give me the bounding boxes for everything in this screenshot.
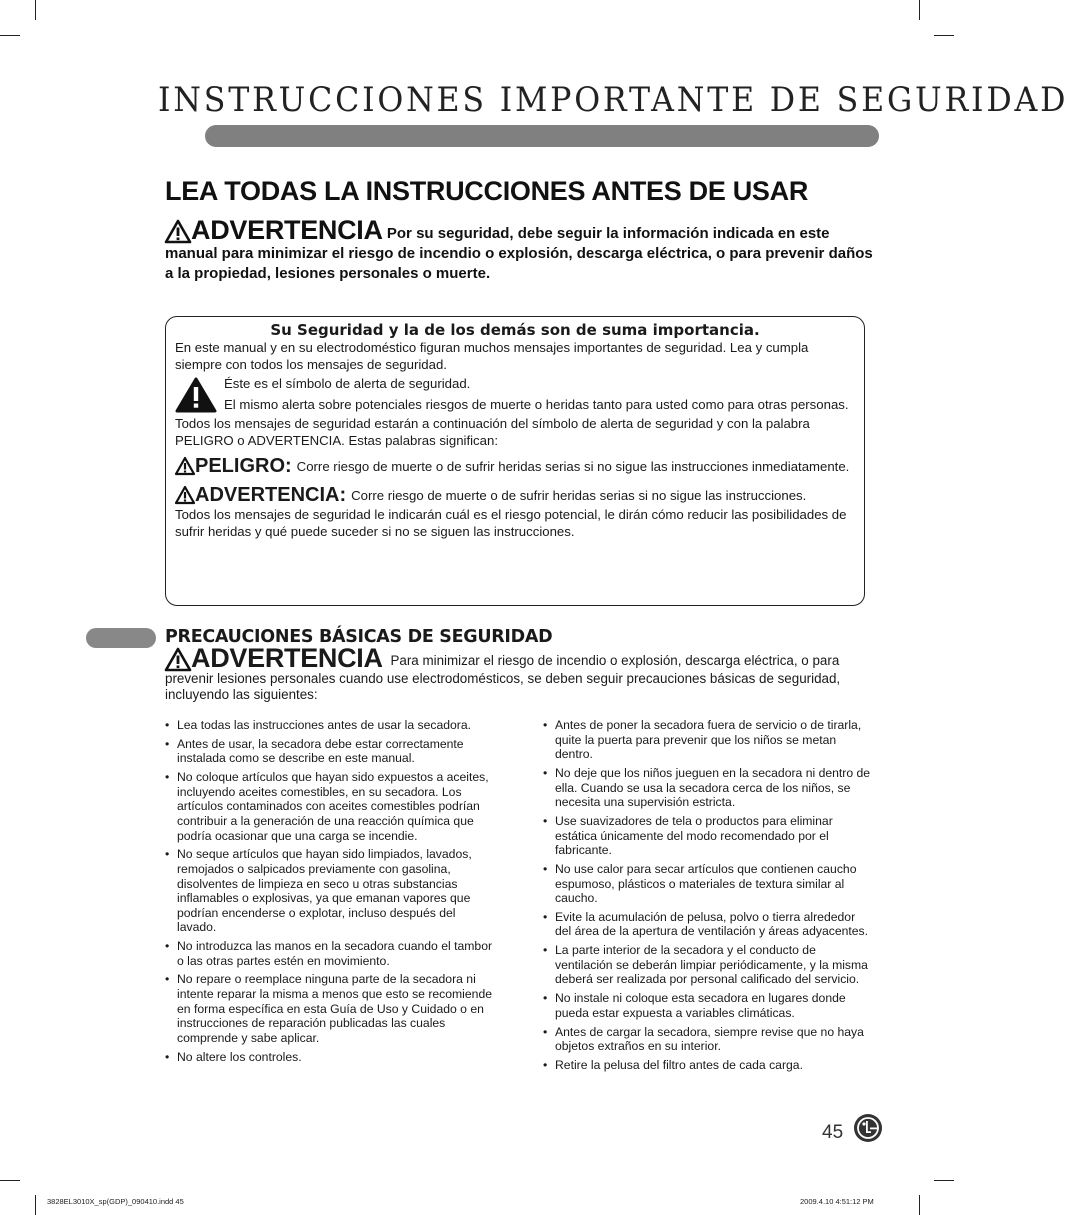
warning-text: Corre riesgo de muerte o de sufrir heridas serias si no sigue las instrucciones.	[351, 488, 807, 503]
precautions-warning-label-group	[165, 643, 383, 673]
danger-row	[175, 455, 855, 477]
list-item: • No coloque artículos que hayan sido expuestos a aceites, incluyendo aceites comestibles, en su secadora. Los artículos contaminados con aceites comestibles podrían contribuir a la generación de una reacción química que podría ocasionar que una carga se incendie.	[163, 770, 493, 843]
list-item: • No deje que los niños jueguen en la secadora ni dentro de ella. Cuando se usa la secadora cerca de los niños, se necesita una supervisión estricta.	[541, 766, 871, 810]
precautions-right-list	[541, 718, 871, 1073]
precautions-left-column	[163, 718, 493, 1068]
safety-box-paragraph: Todos los mensajes de seguridad le indicarán cuál es el riesgo potencial, le dirán cómo reducir las posibilidades de sufrir heridas y qué puede suceder si no se siguen las instrucciones.	[175, 507, 847, 539]
precautions-warning-label: ADVERTENCIA	[191, 642, 383, 673]
alert-symbol-row	[175, 376, 855, 413]
warning-triangle-icon	[175, 457, 195, 475]
intro-warning	[165, 215, 875, 284]
list-item: • Antes de cargar la secadora, siempre revise que no haya objetos extraños en su interior.	[541, 1025, 871, 1054]
header-bar	[205, 125, 879, 147]
precautions-heading: PRECAUCIONES BÁSICAS DE SEGURIDAD	[165, 627, 553, 647]
safety-box	[165, 316, 865, 606]
crop-mark	[35, 0, 36, 20]
crop-mark	[0, 35, 20, 36]
alert-line-2: El mismo alerta sobre potenciales riesgos de muerte o heridas tanto para usted como para otras personas.	[224, 396, 849, 412]
precautions-right-column	[541, 718, 871, 1077]
page-number: 45	[822, 1122, 844, 1143]
intro-warning-label: ADVERTENCIA	[191, 215, 383, 245]
list-item: • Retire la pelusa del filtro antes de cada carga.	[541, 1058, 871, 1073]
warning-triangle-icon	[175, 486, 195, 504]
safety-box-paragraph: En este manual y en su electrodoméstico figuran muchos mensajes importantes de seguridad. Lea y cumpla siempre con todos los mensajes de seguridad.	[175, 340, 809, 372]
list-item: • No repare o reemplace ninguna parte de la secadora ni intente reparar la misma a menos que esto se recomiende en forma específica en esta Guía de Uso y Cuidado o en instrucciones de reparación publicadas las cuales comprende y sabe aplicar.	[163, 972, 493, 1045]
warning-label: ADVERTENCIA:	[195, 484, 347, 506]
main-heading: LEA TODAS LA INSTRUCCIONES ANTES DE USAR	[165, 176, 809, 206]
page-title: INSTRUCCIONES IMPORTANTE DE SEGURIDAD	[158, 80, 1068, 120]
list-item: • Evite la acumulación de pelusa, polvo o tierra alrededor del área de la apertura de ventilación y áreas adyacentes.	[541, 910, 871, 939]
list-item: • Use suavizadores de tela o productos para eliminar estática únicamente del modo recomendado por el fabricante.	[541, 814, 871, 858]
warning-row	[175, 484, 855, 506]
list-item: • No altere los controles.	[163, 1050, 493, 1065]
list-item: • Lea todas las instrucciones antes de usar la secadora.	[163, 718, 493, 733]
crop-mark	[0, 1180, 20, 1181]
danger-label: PELIGRO:	[195, 455, 292, 477]
intro-warning-label-group	[165, 215, 383, 245]
list-item: • La parte interior de la secadora y el conducto de ventilación se deberán limpiar periódicamente, y la misma deberá ser realizada por personal calificado del servicio.	[541, 943, 871, 987]
list-item: • No instale ni coloque esta secadora en lugares donde pueda estar expuesta a variables climáticas.	[541, 991, 871, 1020]
list-item: • Antes de usar, la secadora debe estar correctamente instalada como se describe en este manual.	[163, 737, 493, 766]
lg-logo-icon	[853, 1113, 883, 1143]
crop-mark	[919, 0, 920, 20]
warning-triangle-icon	[165, 648, 191, 671]
intro-warning-text: Por su seguridad, debe seguir la información indicada en este manual para minimizar el riesgo de incendio o explosión, descarga eléctrica, o para prevenir daños a la propiedad, lesiones personales o muerte.	[165, 225, 873, 282]
section-pill	[86, 628, 156, 648]
footer-file-info: 3828EL3010X_sp(GDP)_090410.indd 45	[47, 1197, 184, 1206]
crop-mark	[919, 1195, 920, 1215]
precautions-intro-text: Para minimizar el riesgo de incendio o explosión, descarga eléctrica, o para prevenir lesiones personales cuando use electrodomésticos, se deben seguir precauciones básicas de seguridad, incluyendo las siguientes:	[165, 652, 841, 702]
alert-line-1: Éste es el símbolo de alerta de seguridad.	[224, 376, 471, 391]
list-item: • No use calor para secar artículos que contienen caucho espumoso, plásticos o materiales de textura similar al caucho.	[541, 862, 871, 906]
warning-triangle-icon	[175, 377, 217, 413]
list-item: • Antes de poner la secadora fuera de servicio o de tirarla, quite la puerta para prevenir que los niños se metan dentro.	[541, 718, 871, 762]
crop-mark	[934, 35, 954, 36]
warning-signal-word	[175, 484, 346, 506]
list-item: • No introduzca las manos en la secadora cuando el tambor o las otras partes estén en movimiento.	[163, 939, 493, 968]
danger-text: Corre riesgo de muerte o de sufrir heridas serias si no sigue las instrucciones inmediatamente.	[296, 459, 850, 474]
precautions-left-list	[163, 718, 493, 1064]
crop-mark	[35, 1195, 36, 1215]
safety-box-paragraph: Todos los mensajes de seguridad estarán a continuación del símbolo de alerta de seguridad y con la palabra PELIGRO o ADVERTENCIA. Estas palabras significan:	[175, 416, 810, 448]
precautions-intro	[165, 642, 875, 703]
footer-timestamp: 2009.4.10 4:51:12 PM	[800, 1197, 874, 1206]
safety-box-title: Su Seguridad y la de los demás son de suma importancia.	[270, 321, 760, 339]
crop-mark	[934, 1180, 954, 1181]
danger-signal-word	[175, 455, 292, 477]
warning-triangle-icon	[165, 220, 191, 243]
list-item: • No seque artículos que hayan sido limpiados, lavados, remojados o salpicados previamente con gasolina, disolventes de limpieza en seco u otras substancias inflamables o explosivas, ya que emanan vapores que podrían encenderse o explotar, incluso después del lavado.	[163, 847, 493, 935]
